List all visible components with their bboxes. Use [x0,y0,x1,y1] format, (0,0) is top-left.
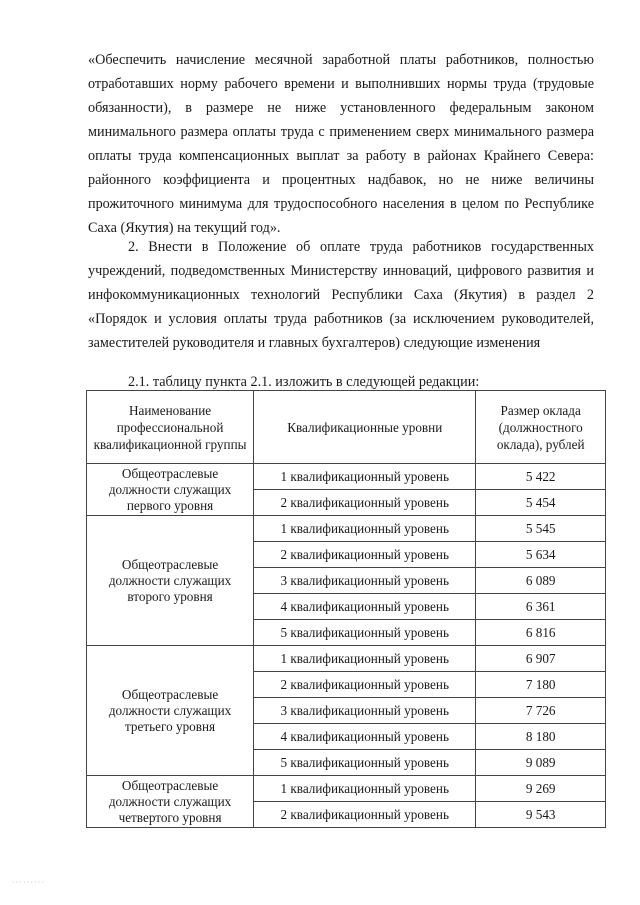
level-cell: 1 квалификационный уровень [254,776,476,802]
level-cell: 4 квалификационный уровень [254,724,476,750]
group-name-cell: Общеотраслевые должности служащих первого уровня [87,464,254,516]
level-cell: 2 квалификационный уровень [254,802,476,828]
level-cell: 2 квалификационный уровень [254,542,476,568]
level-cell: 4 квалификационный уровень [254,594,476,620]
salary-cell: 5 422 [476,464,606,490]
level-cell: 3 квалификационный уровень [254,568,476,594]
salary-cell: 9 269 [476,776,606,802]
level-cell: 1 квалификационный уровень [254,464,476,490]
level-cell: 2 квалификационный уровень [254,672,476,698]
salary-cell: 6 907 [476,646,606,672]
salary-cell: 8 180 [476,724,606,750]
header-salary: Размер оклада (должностного оклада), рублей [476,391,606,464]
level-cell: 5 квалификационный уровень [254,750,476,776]
salary-cell: 9 089 [476,750,606,776]
salary-cell: 7 180 [476,672,606,698]
group-name-cell: Общеотраслевые должности служащих третьего уровня [87,646,254,776]
salary-table [86,390,606,828]
paragraph-item-2: 2. Внести в Положение об оплате труда работников государственных учреждений, подведомственных Министерству инноваций, цифрового развития и инфокоммуникационных технологий Республики Саха (Якутия) в раздел 2 «Порядок и условия оплаты труда работников (за исключением руководителей, заместителей руководителя и главных бухгалтеров) следующие изменения [88,239,594,351]
salary-cell: 5 634 [476,542,606,568]
header-group: Наименование профессиональной квалификационной группы [87,391,254,464]
table-row [87,646,606,672]
table-header-row [87,391,606,464]
salary-cell: 9 543 [476,802,606,828]
level-cell: 1 квалификационный уровень [254,516,476,542]
paragraph-minimum-wage: «Обеспечить начисление месячной заработной платы работников, полностью отработавших норму рабочего времени и выполнивших нормы труда (трудовые обязанности), в размере не ниже установленного федеральным законом минимального размера оплаты труда с применением сверх минимального размера оплаты труда компенсационных выплат за работу в районах Крайнего Севера: районного коэффициента и процентных надбавок, но не ниже величины прожиточного минимума для трудоспособного населения в целом по Республике Саха (Якутия) на текущий год». [88,52,594,236]
level-cell: 5 квалификационный уровень [254,620,476,646]
table-row [87,464,606,490]
salary-cell: 6 816 [476,620,606,646]
salary-cell: 6 089 [476,568,606,594]
salary-cell: 6 361 [476,594,606,620]
paragraph-item-2-1: 2.1. таблицу пункта 2.1. изложить в следующей редакции: [128,374,480,390]
header-level: Квалификационные уровни [254,391,476,464]
salary-cell: 7 726 [476,698,606,724]
level-cell: 3 квалификационный уровень [254,698,476,724]
group-name-cell: Общеотраслевые должности служащих второго уровня [87,516,254,646]
table-body [87,464,606,828]
table-row [87,776,606,802]
level-cell: 1 квалификационный уровень [254,646,476,672]
table-row [87,516,606,542]
margin-mark: ········· [12,878,45,887]
salary-cell: 5 545 [476,516,606,542]
level-cell: 2 квалификационный уровень [254,490,476,516]
group-name-cell: Общеотраслевые должности служащих четвертого уровня [87,776,254,828]
salary-cell: 5 454 [476,490,606,516]
